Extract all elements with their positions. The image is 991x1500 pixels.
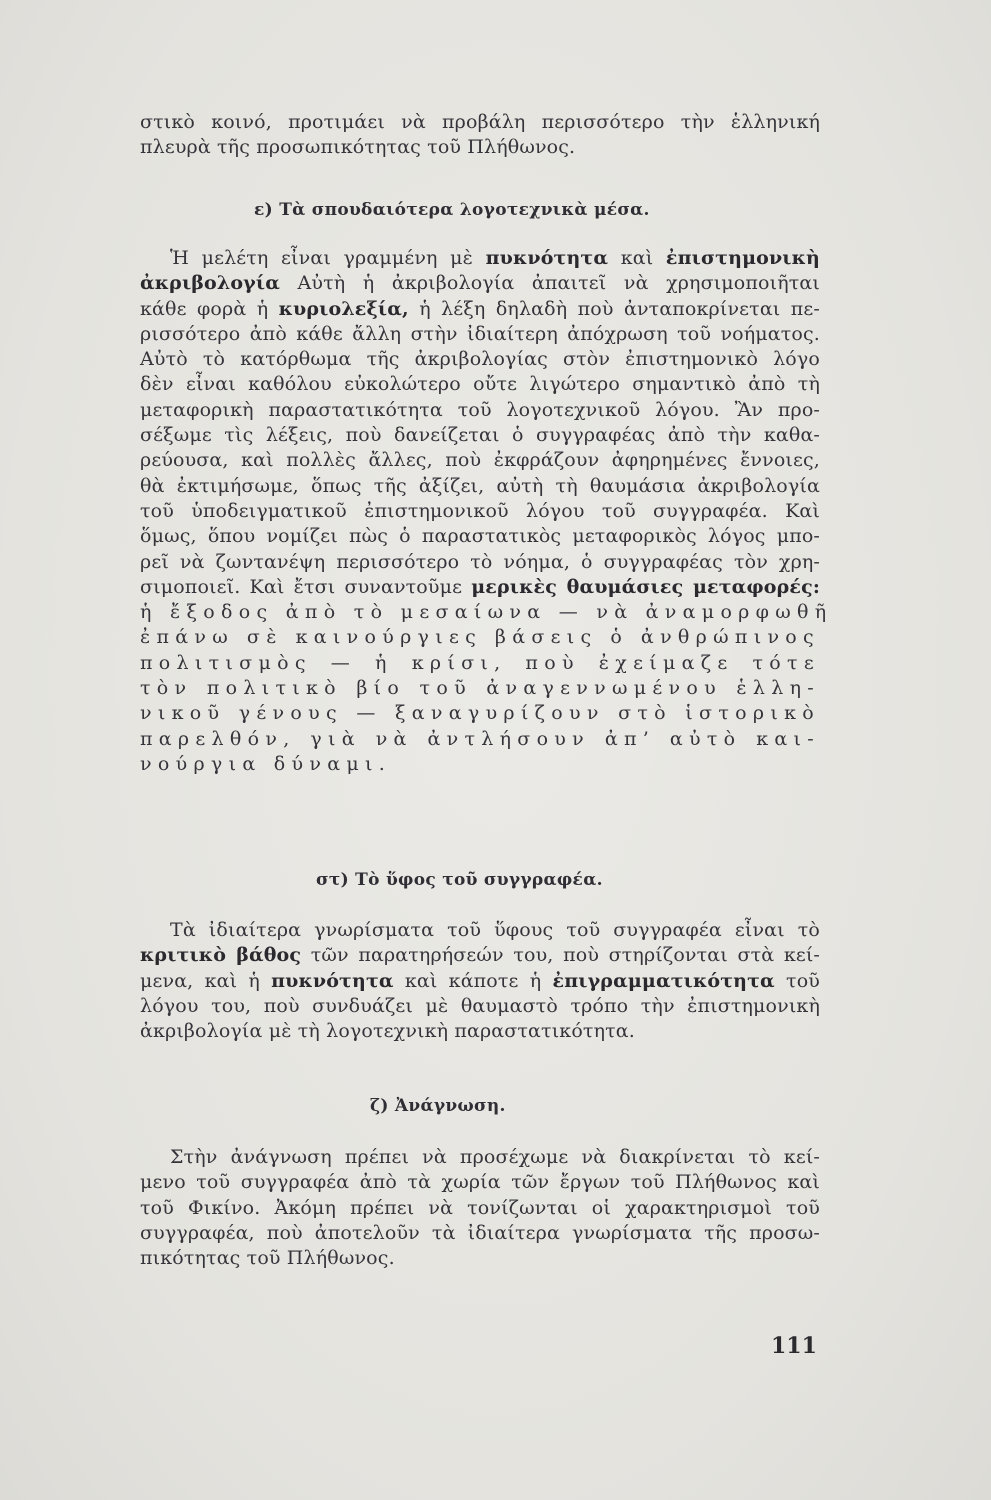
quote-line: νούργια δύναμι. xyxy=(140,752,392,775)
text-line: ρεύουσα, καὶ πολλὲς ἄλλες, ποὺ ἐκφράζουν ἀφηρημένες ἔννοιες, xyxy=(140,449,820,472)
text-line: ἀκριβολογία μὲ τὴ λογοτεχνικὴ παραστατικότητα. xyxy=(140,1020,635,1043)
text-line: θὰ ἐκτιμήσωμε, ὅπως τῆς ἀξίζει, αὐτὴ τὴ θαυμάσια ἀκριβολογία xyxy=(140,474,820,497)
text-line: μενο τοῦ συγγραφέα ἀπὸ τὰ χωρία τῶν ἔργων τοῦ Πλήθωνος καὶ xyxy=(140,1171,820,1194)
section-heading-z: ζ) Ἀνάγνωση. xyxy=(370,1096,506,1116)
text-run: Αὐτὴ ἡ ἀκριβολογία ἀπαιτεῖ νὰ χρησιμοποιῆται xyxy=(280,272,820,295)
section-heading-st: στ) Τὸ ὕφος τοῦ συγγραφέα. xyxy=(316,870,603,890)
text-run: τῶν παρατηρήσεών του, ποὺ στηρίζονται στὰ κεί- xyxy=(301,944,821,967)
text-line xyxy=(140,969,820,994)
text-line: δὲν εἶναι καθόλου εὐκολώτερο οὔτε λιγώτερο σημαντικὸ ἀπὸ τὴ xyxy=(140,373,820,396)
quote-line: τὸν πολιτικὸ βίο τοῦ ἀναγεννωμένου ἑλλη- xyxy=(140,677,820,700)
bold-term: ἐπιστημονικὴ xyxy=(665,247,820,269)
text-line: λόγου του, ποὺ συνδυάζει μὲ θαυμαστὸ τρόπο τὴν ἐπιστημονικὴ xyxy=(140,994,820,1017)
quote-line: νικοῦ γένους — ξαναγυρίζουν στὸ ἱστορικὸ xyxy=(140,702,820,725)
text-line: τοῦ Φικίνο. Ἀκόμη πρέπει νὰ τονίζωνται οἱ χαρακτηρισμοὶ τοῦ xyxy=(140,1196,820,1219)
text-line: Αὐτὸ τὸ κατόρθωμα τῆς ἀκριβολογίας στὸν ἐπιστημονικὸ λόγο xyxy=(140,348,820,371)
bold-term: πυκνότητα xyxy=(271,969,394,992)
text-line: σέξωμε τὶς λέξεις, ποὺ δανείζεται ὁ συγγραφέας ἀπὸ τὴν καθα- xyxy=(140,424,820,447)
section-e-paragraph xyxy=(140,246,833,777)
text-run: τοῦ xyxy=(774,969,820,992)
quote-line: ἡ ἔξοδος ἀπὸ τὸ μεσαίωνα — νὰ ἀναμορφωθῆ xyxy=(140,601,833,624)
text-line: Στὴν ἀνάγνωση πρέπει νὰ προσέχωμε νὰ διακρίνεται τὸ κεί- xyxy=(170,1146,820,1168)
quote-line: πολιτισμὸς — ἡ κρίσι, ποὺ ἐχείμαζε τότε xyxy=(140,651,820,674)
intro-paragraph xyxy=(140,110,820,161)
text-run: κάθε φορὰ ἡ xyxy=(140,297,279,320)
text-run: ἡ λέξη δηλαδὴ ποὺ ἀνταποκρίνεται πε- xyxy=(408,297,820,320)
text-line xyxy=(140,297,820,322)
text-line: μεταφορικὴ παραστατικότητα τοῦ λογοτεχνικοῦ λόγου. Ἂν προ- xyxy=(140,398,820,421)
bold-term: ἀκριβολογία xyxy=(140,272,280,295)
page-number: 111 xyxy=(771,1333,817,1359)
bold-term: ἐπιγραμματικότητα xyxy=(552,969,775,992)
text-line: ὅμως, ὅπου νομίζει πὼς ὁ παραστατικὸς μεταφορικὸς λόγος μπο- xyxy=(140,525,820,548)
text-run: σιμοποιεῖ. Καὶ ἔτσι συναντοῦμε xyxy=(140,575,472,598)
section-st-paragraph xyxy=(140,918,820,1044)
section-heading-e: ε) Τὰ σπουδαιότερα λογοτεχνικὰ μέσα. xyxy=(254,200,650,220)
quote-line: ἐπάνω σὲ καινούργιες βάσεις ὁ ἀνθρώπινος xyxy=(140,626,820,649)
text-run: μενα, καὶ ἡ xyxy=(140,969,272,992)
bold-term: μερικὲς θαυμάσιες μεταφορές: xyxy=(471,575,820,598)
text-line: πλευρὰ τῆς προσωπικότητας τοῦ Πλήθωνος. xyxy=(140,136,576,159)
bold-term: κυριολεξία, xyxy=(278,297,409,320)
text-line: στικὸ κοινό, προτιμάει νὰ προβάλη περισσότερο τὴν ἑλληνική xyxy=(140,111,820,133)
text-line: ρισσότερο ἀπὸ κάθε ἄλλη στὴν ἰδιαίτερη ἀπόχρωση τοῦ νοήματος. xyxy=(140,322,820,345)
text-run: Ἡ μελέτη εἶναι γραμμένη μὲ xyxy=(170,247,486,269)
quote-line: παρελθόν, γιὰ νὰ ἀντλήσουν ἀπ’ αὐτὸ και- xyxy=(140,727,820,750)
text-line xyxy=(140,575,820,600)
text-line xyxy=(140,943,820,968)
text-line: πικότητας τοῦ Πλήθωνος. xyxy=(140,1247,395,1270)
text-line: τοῦ ὑποδειγματικοῦ ἐπιστημονικοῦ λόγου τοῦ συγγραφέα. Καὶ xyxy=(140,499,820,522)
section-z-paragraph xyxy=(140,1145,820,1271)
bold-term: πυκνότητα xyxy=(485,247,609,269)
text-line xyxy=(140,271,820,296)
text-run: καὶ κάποτε ἡ xyxy=(393,969,553,992)
text-line: συγγραφέα, ποὺ ἀποτελοῦν τὰ ἰδιαίτερα γνωρίσματα τῆς προσω- xyxy=(140,1221,820,1244)
bold-term: κριτικὸ βάθος xyxy=(140,944,302,967)
text-line: Τὰ ἰδιαίτερα γνωρίσματα τοῦ ὕφους τοῦ συγγραφέα εἶναι τὸ xyxy=(170,919,820,941)
text-line xyxy=(140,246,820,271)
text-line: ρεῖ νὰ ζωντανέψη περισσότερο τὸ νόημα, ὁ συγγραφέας τὸν χρη- xyxy=(140,550,820,573)
text-run: καὶ xyxy=(608,247,666,269)
